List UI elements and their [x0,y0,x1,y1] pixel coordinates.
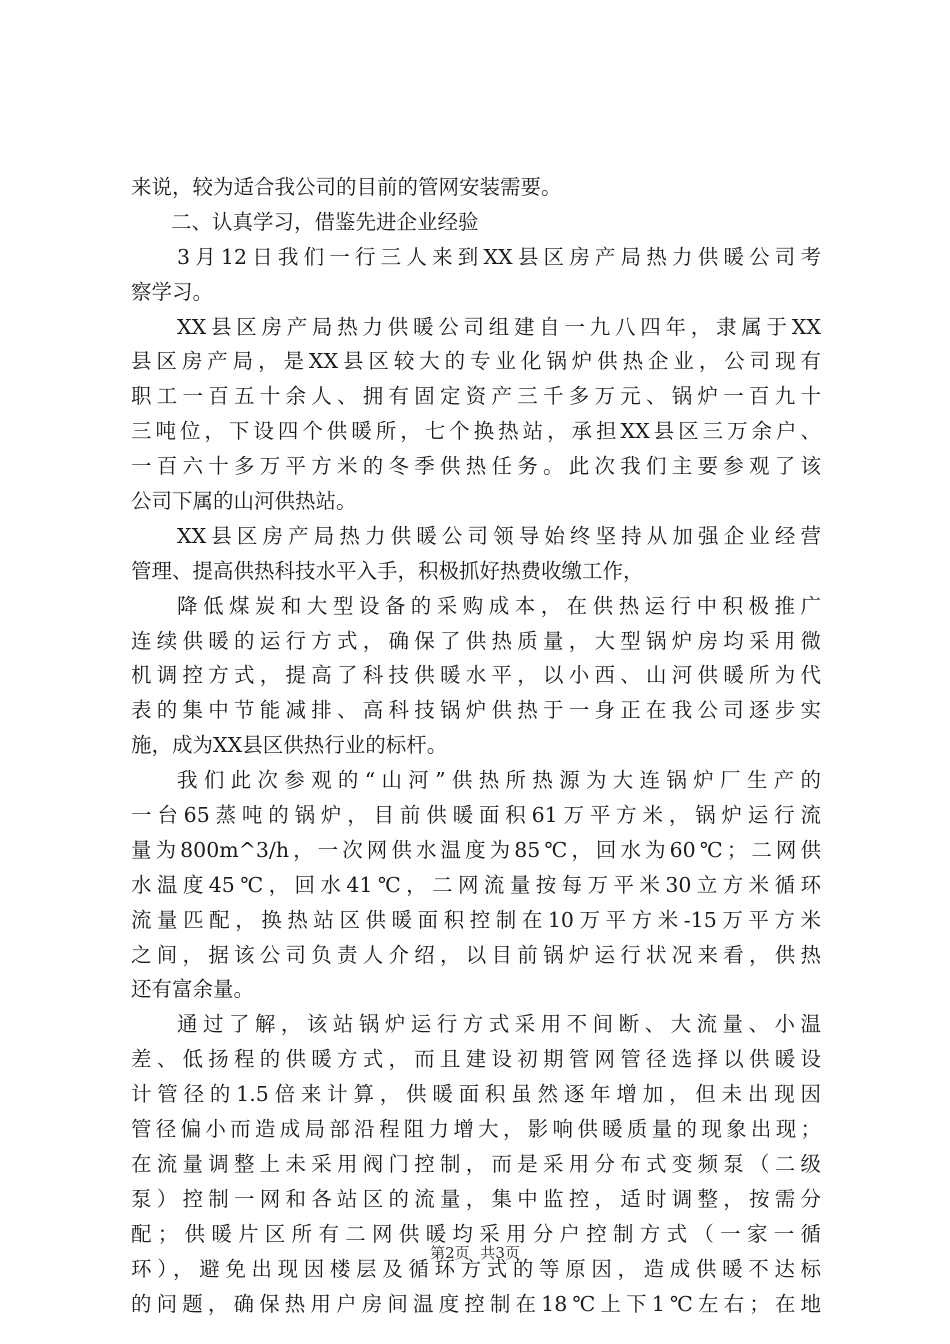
text-line: XX县区房产局热力供暖公司组建自一九八四年，隶属于XX [177,314,821,339]
text-line: 的问题，确保热用户房间温度控制在18℃上下1℃左右；在地 [131,1291,821,1316]
text-line: 来说，较为适合我公司的目前的管网安装需要。 [131,175,562,199]
text-line: 泵）控制一网和各站区的流量，集中监控，适时调整，按需分 [131,1186,821,1211]
text-line: 通过了解，该站锅炉运行方式采用不间断、大流量、小温 [177,1012,821,1037]
text-line: 流量匹配，换热站区供暖面积控制在10万平方米-15万平方米 [131,907,821,932]
text-line: 水温度45℃，回水41℃，二网流量按每万平米30立方米循环 [131,872,821,897]
text-line: 三吨位，下设四个供暖所，七个换热站，承担XX县区三万余户、 [131,419,821,444]
text-line: 职工一百五十余人、拥有固定资产三千多万元、锅炉一百九十 [131,384,821,409]
page-footer [0,1243,950,1263]
text-line: 管径偏小而造成局部沿程阻力增大，影响供暖质量的现象出现； [131,1117,821,1142]
text-line: 表的集中节能减排、高科技锅炉供热于一身正在我公司逐步实 [131,698,821,723]
text-line: 计管径的1.5倍来计算，供暖面积虽然逐年增加，但未出现因 [131,1082,821,1107]
page-total: 共3页 [480,1244,520,1262]
text-line: 管理、提高供热科技水平入手，积极抓好热费收缴工作， [131,558,644,583]
text-line: 配；供暖片区所有二网供暖均采用分户控制方式（一家一循 [131,1221,821,1246]
text-line: 3月12日我们一行三人来到XX县区房产局热力供暖公司考 [177,244,821,269]
text-line: 机调控方式，提高了科技供暖水平，以小西、山河供暖所为代 [131,663,821,688]
text-line: 差、低扬程的供暖方式，而且建设初期管网管径选择以供暖设 [131,1047,821,1072]
text-line: 环），避免出现因楼层及循环方式的等原因，造成供暖不达标 [131,1256,821,1281]
text-line: 量为800m^3/h，一次网供水温度为85℃，回水为60℃；二网供 [131,837,821,862]
page-number: 第2页 [430,1244,470,1262]
text-line: XX县区房产局热力供暖公司领导始终坚持从加强企业经营 [177,523,821,548]
text-line: 还有富余量。 [131,977,254,1002]
text-line: 察学习。 [131,279,213,304]
text-line: 之间，据该公司负责人介绍，以目前锅炉运行状况来看，供热 [131,942,821,967]
text-line: 我们此次参观的“山河”供热所热源为大连锅炉厂生产的 [177,768,821,793]
text-line: 公司下属的山河供热站。 [131,489,357,514]
text-line: 降低煤炭和大型设备的采购成本，在供热运行中积极推广 [177,593,821,618]
text-line: 施，成为XX县区供热行业的标杆。 [131,733,448,758]
section-heading: 二、认真学习，借鉴先进企业经验 [171,209,479,234]
text-line: 在流量调整上未采用阀门控制，而是采用分布式变频泵（二级 [131,1151,821,1176]
text-line: 县区房产局，是XX县区较大的专业化锅炉供热企业，公司现有 [131,349,821,374]
text-line: 连续供暖的运行方式，确保了供热质量，大型锅炉房均采用微 [131,628,821,653]
text-line: 一台65蒸吨的锅炉，目前供暖面积61万平方米，锅炉运行流 [131,803,821,828]
document-body [131,170,821,1321]
text-line: 一百六十多万平方米的冬季供热任务。此次我们主要参观了该 [131,454,821,479]
